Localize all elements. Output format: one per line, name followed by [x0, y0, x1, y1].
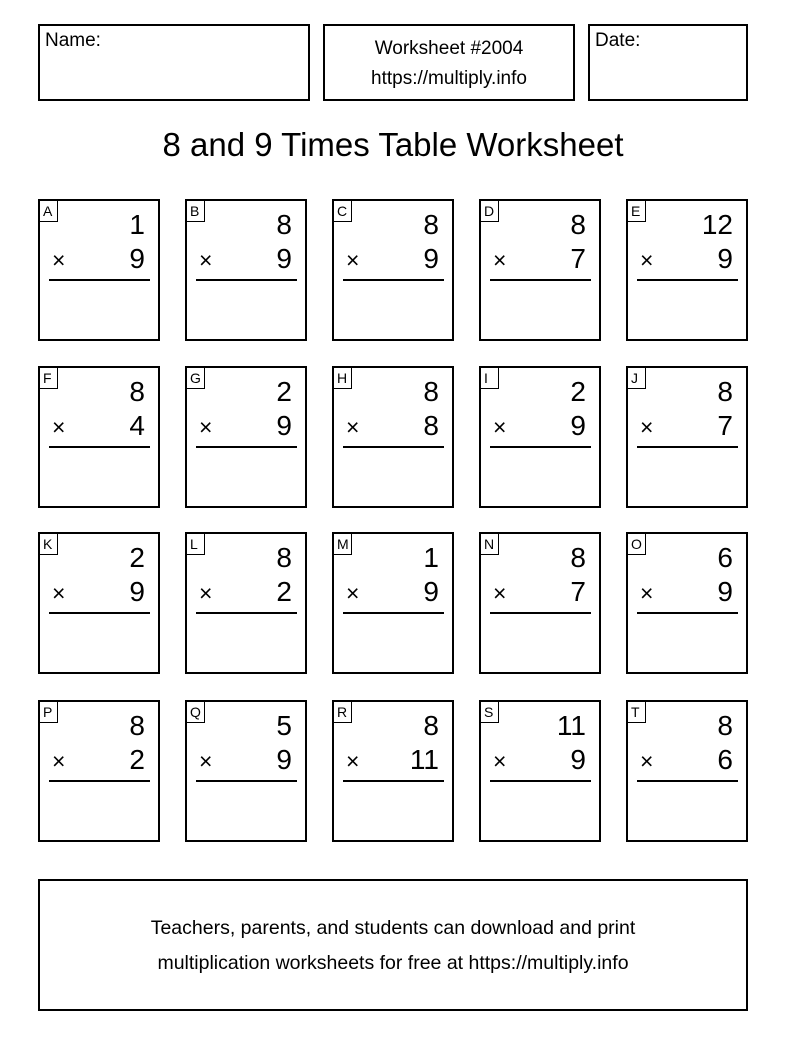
answer-line	[637, 780, 738, 782]
name-label: Name:	[45, 30, 101, 51]
problem-letter: I	[480, 367, 499, 389]
answer-line	[49, 446, 150, 448]
problem-letter: H	[333, 367, 352, 389]
times-sign: ×	[52, 748, 66, 774]
problem-letter: K	[39, 533, 58, 555]
answer-line	[49, 612, 150, 614]
multiplicand: 8	[717, 710, 733, 741]
problem-letter: Q	[186, 701, 205, 723]
problem-s[interactable]	[479, 700, 601, 842]
times-sign: ×	[493, 247, 507, 273]
multiplicand: 2	[276, 376, 292, 407]
multiplier: 9	[276, 744, 292, 775]
answer-line	[196, 612, 297, 614]
answer-line	[343, 446, 444, 448]
multiplicand: 8	[423, 209, 439, 240]
problem-letter: O	[627, 533, 646, 555]
answer-line	[196, 780, 297, 782]
times-sign: ×	[52, 414, 66, 440]
problem-e[interactable]	[626, 199, 748, 341]
multiplicand: 5	[276, 710, 292, 741]
problem-letter: B	[186, 200, 205, 222]
problem-letter: G	[186, 367, 205, 389]
times-sign: ×	[640, 414, 654, 440]
multiplier: 9	[717, 243, 733, 274]
problem-letter: R	[333, 701, 352, 723]
problem-n[interactable]	[479, 532, 601, 674]
multiplicand: 8	[423, 710, 439, 741]
answer-line	[637, 446, 738, 448]
multiplier: 9	[129, 576, 145, 607]
problem-letter: J	[627, 367, 646, 389]
problem-d[interactable]	[479, 199, 601, 341]
times-sign: ×	[493, 748, 507, 774]
problem-j[interactable]	[626, 366, 748, 508]
problem-letter: E	[627, 200, 646, 222]
times-sign: ×	[346, 414, 360, 440]
problem-letter: L	[186, 533, 205, 555]
problem-p[interactable]	[38, 700, 160, 842]
multiplicand: 8	[570, 542, 586, 573]
multiplier: 9	[570, 410, 586, 441]
footer-line-1: Teachers, parents, and students can download and print	[150, 917, 636, 939]
multiplier: 9	[423, 576, 439, 607]
answer-line	[490, 446, 591, 448]
answer-line	[343, 279, 444, 281]
times-sign: ×	[52, 580, 66, 606]
problem-r[interactable]	[332, 700, 454, 842]
multiplier: 4	[129, 410, 145, 441]
times-sign: ×	[640, 247, 654, 273]
multiplicand: 6	[717, 542, 733, 573]
worksheet-title: 8 and 9 Times Table Worksheet	[162, 126, 624, 163]
multiplier: 9	[717, 576, 733, 607]
multiplier: 9	[276, 410, 292, 441]
multiplicand: 8	[276, 542, 292, 573]
multiplier: 8	[423, 410, 439, 441]
multiplicand: 8	[129, 710, 145, 741]
times-sign: ×	[493, 580, 507, 606]
multiplicand: 8	[717, 376, 733, 407]
answer-line	[343, 780, 444, 782]
problem-l[interactable]	[185, 532, 307, 674]
problem-a[interactable]	[38, 199, 160, 341]
times-sign: ×	[199, 748, 213, 774]
problem-letter: D	[480, 200, 499, 222]
problem-letter: A	[39, 200, 58, 222]
multiplicand: 8	[129, 376, 145, 407]
answer-line	[196, 446, 297, 448]
problem-f[interactable]	[38, 366, 160, 508]
problem-i[interactable]	[479, 366, 601, 508]
answer-line	[49, 279, 150, 281]
problem-g[interactable]	[185, 366, 307, 508]
times-sign: ×	[199, 414, 213, 440]
multiplicand: 2	[570, 376, 586, 407]
multiplier: 9	[129, 243, 145, 274]
multiplier: 7	[570, 243, 586, 274]
times-sign: ×	[640, 748, 654, 774]
multiplicand: 11	[556, 710, 586, 741]
date-field[interactable]	[588, 24, 748, 101]
times-sign: ×	[199, 247, 213, 273]
problem-m[interactable]	[332, 532, 454, 674]
problem-k[interactable]	[38, 532, 160, 674]
multiplier: 2	[129, 744, 145, 775]
problem-letter: C	[333, 200, 352, 222]
times-sign: ×	[199, 580, 213, 606]
problem-q[interactable]	[185, 700, 307, 842]
answer-line	[490, 612, 591, 614]
multiplier: 6	[717, 744, 733, 775]
answer-line	[490, 279, 591, 281]
name-field[interactable]	[38, 24, 310, 101]
multiplier: 2	[276, 576, 292, 607]
worksheet-number: Worksheet #2004	[374, 38, 524, 59]
problem-letter: F	[39, 367, 58, 389]
answer-line	[490, 780, 591, 782]
multiplier: 11	[409, 744, 439, 775]
problem-o[interactable]	[626, 532, 748, 674]
multiplicand: 12	[701, 209, 733, 240]
answer-line	[196, 279, 297, 281]
multiplicand: 1	[129, 209, 145, 240]
problem-t[interactable]	[626, 700, 748, 842]
problem-letter: M	[333, 533, 352, 555]
times-sign: ×	[346, 580, 360, 606]
times-sign: ×	[52, 247, 66, 273]
multiplier: 7	[570, 576, 586, 607]
multiplicand: 1	[423, 542, 439, 573]
problem-letter: S	[480, 701, 499, 723]
multiplicand: 8	[570, 209, 586, 240]
answer-line	[637, 612, 738, 614]
footer-note	[38, 879, 748, 1011]
multiplicand: 2	[129, 542, 145, 573]
site-url: https://multiply.info	[371, 68, 527, 89]
multiplier: 7	[717, 410, 733, 441]
multiplier: 9	[276, 243, 292, 274]
times-sign: ×	[346, 748, 360, 774]
problem-letter: N	[480, 533, 499, 555]
footer-line-2: multiplication worksheets for free at https://multiply.info	[157, 952, 629, 974]
multiplicand: 8	[276, 209, 292, 240]
times-sign: ×	[640, 580, 654, 606]
multiplicand: 8	[423, 376, 439, 407]
problem-letter: P	[39, 701, 58, 723]
times-sign: ×	[493, 414, 507, 440]
answer-line	[49, 780, 150, 782]
answer-line	[343, 612, 444, 614]
multiplier: 9	[570, 744, 586, 775]
multiplier: 9	[423, 243, 439, 274]
problem-b[interactable]	[185, 199, 307, 341]
worksheet-info-box	[323, 24, 575, 101]
problem-h[interactable]	[332, 366, 454, 508]
date-label: Date:	[595, 30, 641, 51]
problem-c[interactable]	[332, 199, 454, 341]
answer-line	[637, 279, 738, 281]
problem-letter: T	[627, 701, 646, 723]
times-sign: ×	[346, 247, 360, 273]
